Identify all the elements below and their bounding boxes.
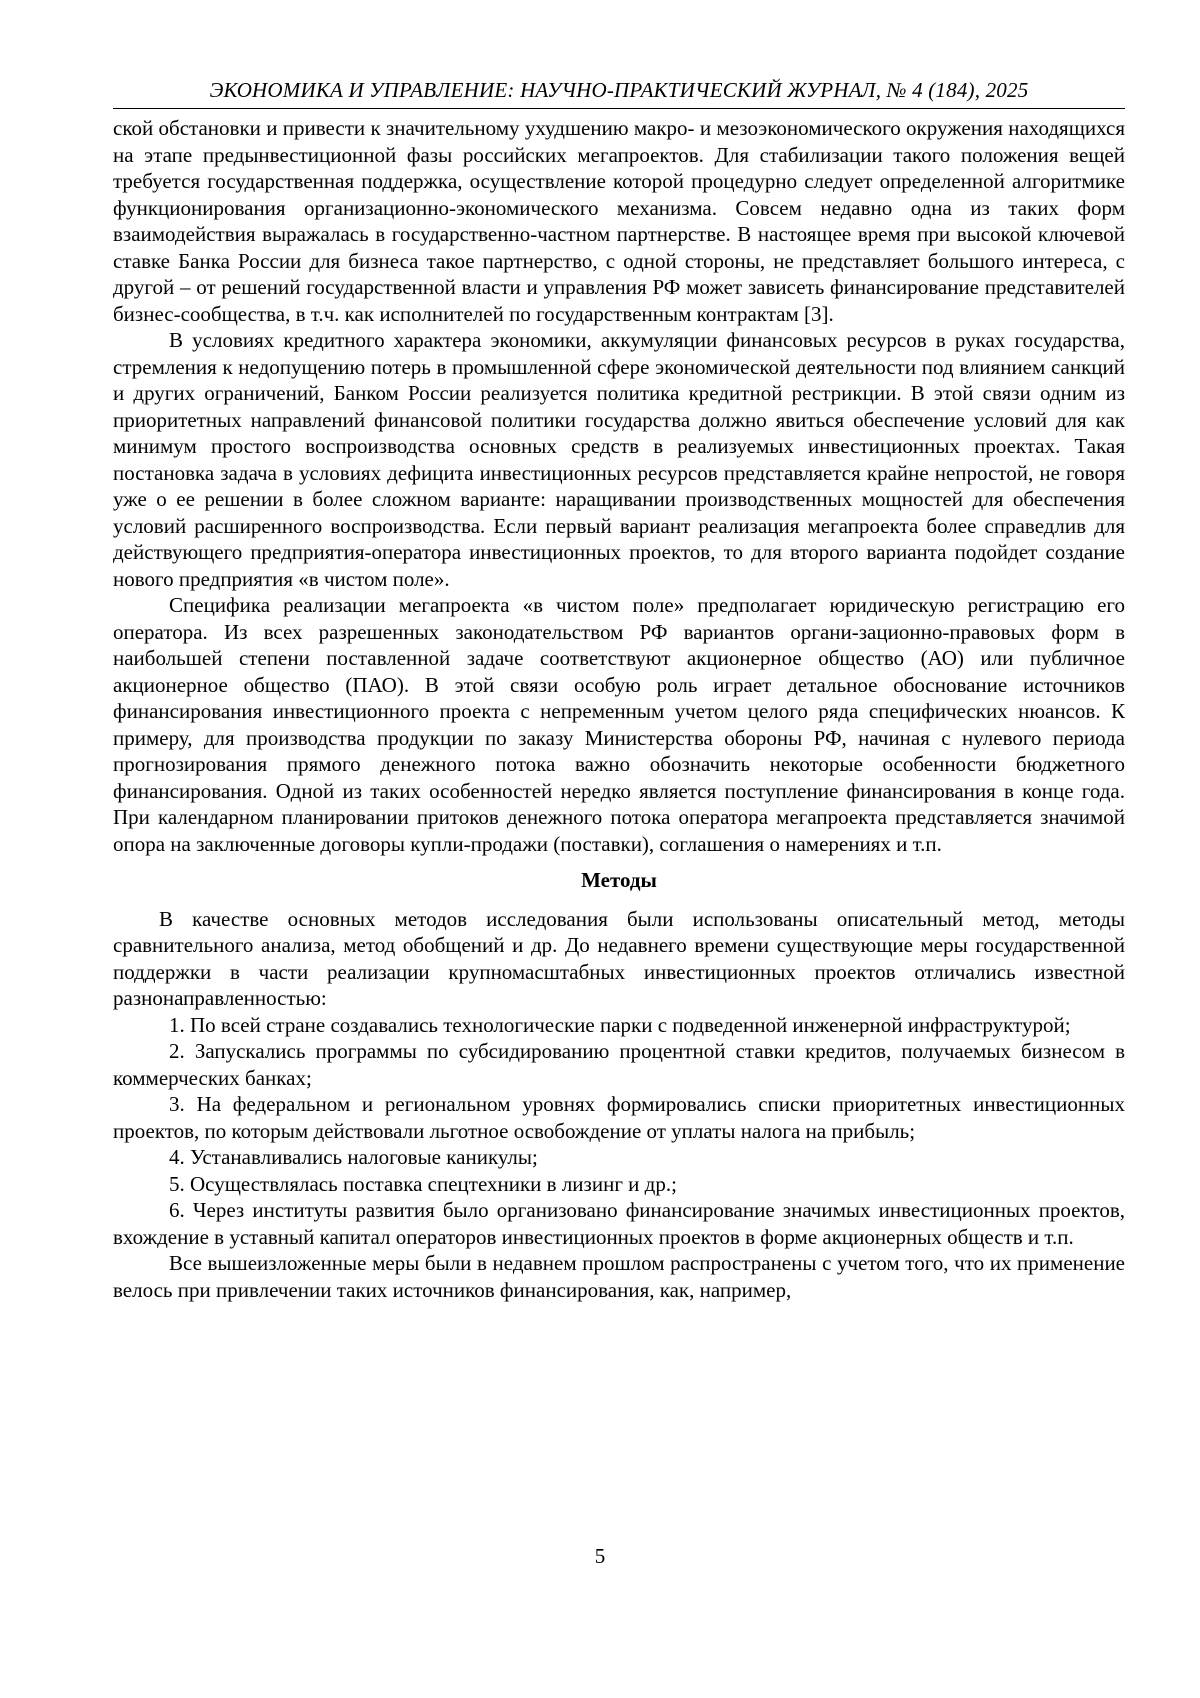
list-item-3: 3. На федеральном и региональном уровнях формировались списки приоритетных инвестиционных проектов, по которым действовали льготное освобождение от уплаты налога на прибыль;	[113, 1091, 1125, 1144]
list-item-6: 6. Через институты развития было организовано финансирование значимых инвестиционных проектов, вхождение в уставный капитал операторов инвестиционных проектов в форме акционерных обществ и т.п.	[113, 1197, 1125, 1250]
list-item-2: 2. Запускались программы по субсидированию процентной ставки кредитов, получаемых бизнесом в коммерческих банках;	[113, 1038, 1125, 1091]
article-body	[113, 115, 1125, 1303]
methods-closing: Все вышеизложенные меры были в недавнем прошлом распространены с учетом того, что их применение велось при привлечении таких источников финансирования, как, например,	[113, 1250, 1125, 1303]
section-heading-methods: Методы	[113, 867, 1125, 894]
paragraph-3: Специфика реализации мегапроекта «в чистом поле» предполагает юридическую регистрацию его оператора. Из всех разрешенных законодательством РФ вариантов органи-зационно-правовых форм в наибольшей степени поставленной задаче соответствуют акционерное общество (АО) или публичное акционерное общество (ПАО). В этой связи особую роль играет детальное обоснование источников финансирования инвестиционного проекта с непременным учетом целого ряда специфических нюансов. К примеру, для производства продукции по заказу Министерства обороны РФ, начиная с нулевого периода прогнозирования прямого денежного потока важно обозначить некоторые особенности бюджетного финансирования. Одной из таких особенностей нередко является поступление финансирования в конце года. При календарном планировании притоков денежного потока оператора мегапроекта представляется значимой опора на заключенные договоры купли-продажи (поставки), соглашения о намерениях и т.п.	[113, 592, 1125, 857]
page-number: 5	[0, 1544, 1200, 1569]
running-header: ЭКОНОМИКА И УПРАВЛЕНИЕ: НАУЧНО-ПРАКТИЧЕСКИЙ ЖУРНАЛ, № 4 (184), 2025	[113, 78, 1125, 109]
list-item-5: 5. Осуществлялась поставка спецтехники в лизинг и др.;	[113, 1171, 1125, 1198]
page	[113, 78, 1125, 1303]
list-item-4: 4. Устанавливались налоговые каникулы;	[113, 1144, 1125, 1171]
paragraph-2: В условиях кредитного характера экономики, аккумуляции финансовых ресурсов в руках государства, стремления к недопущению потерь в промышленной сфере экономической деятельности под влиянием санкций и других ограничений, Банком России реализуется политика кредитной рестрикции. В этой связи одним из приоритетных направлений финансовой политики государства должно явиться обеспечение условий для как минимум простого воспроизводства основных средств в реализуемых инвестиционных проектах. Такая постановка задача в условиях дефицита инвестиционных ресурсов представляется крайне непростой, не говоря уже о ее решении в более сложном варианте: наращивании производственных мощностей для обеспечения условий расширенного воспроизводства. Если первый вариант реализация мегапроекта более справедлив для действующего предприятия-оператора инвестиционных проектов, то для второго варианта подойдет создание нового предприятия «в чистом поле».	[113, 327, 1125, 592]
methods-intro: В качестве основных методов исследования были использованы описательный метод, методы сравнительного анализа, метод обобщений и др. До недавнего времени существующие меры государственной поддержки в части реализации крупномасштабных инвестиционных проектов отличались известной разнонаправленностью:	[113, 906, 1125, 1012]
list-item-1: 1. По всей стране создавались технологические парки с подведенной инженерной инфраструктурой;	[113, 1012, 1125, 1039]
paragraph-1: ской обстановки и привести к значительному ухудшению макро- и мезоэкономического окружения находящихся на этапе предынвестиционной фазы российских мегапроектов. Для стабилизации такого положения вещей требуется государственная поддержка, осуществление которой процедурно следует определенной алгоритмике функционирования организационно-экономического механизма. Совсем недавно одна из таких форм взаимодействия выражалась в государственно-частном партнерстве. В настоящее время при высокой ключевой ставке Банка России для бизнеса такое партнерство, с одной стороны, не представляет большого интереса, с другой – от решений государственной власти и управления РФ может зависеть финансирование представителей бизнес-сообщества, в т.ч. как исполнителей по государственным контрактам [3].	[113, 115, 1125, 327]
